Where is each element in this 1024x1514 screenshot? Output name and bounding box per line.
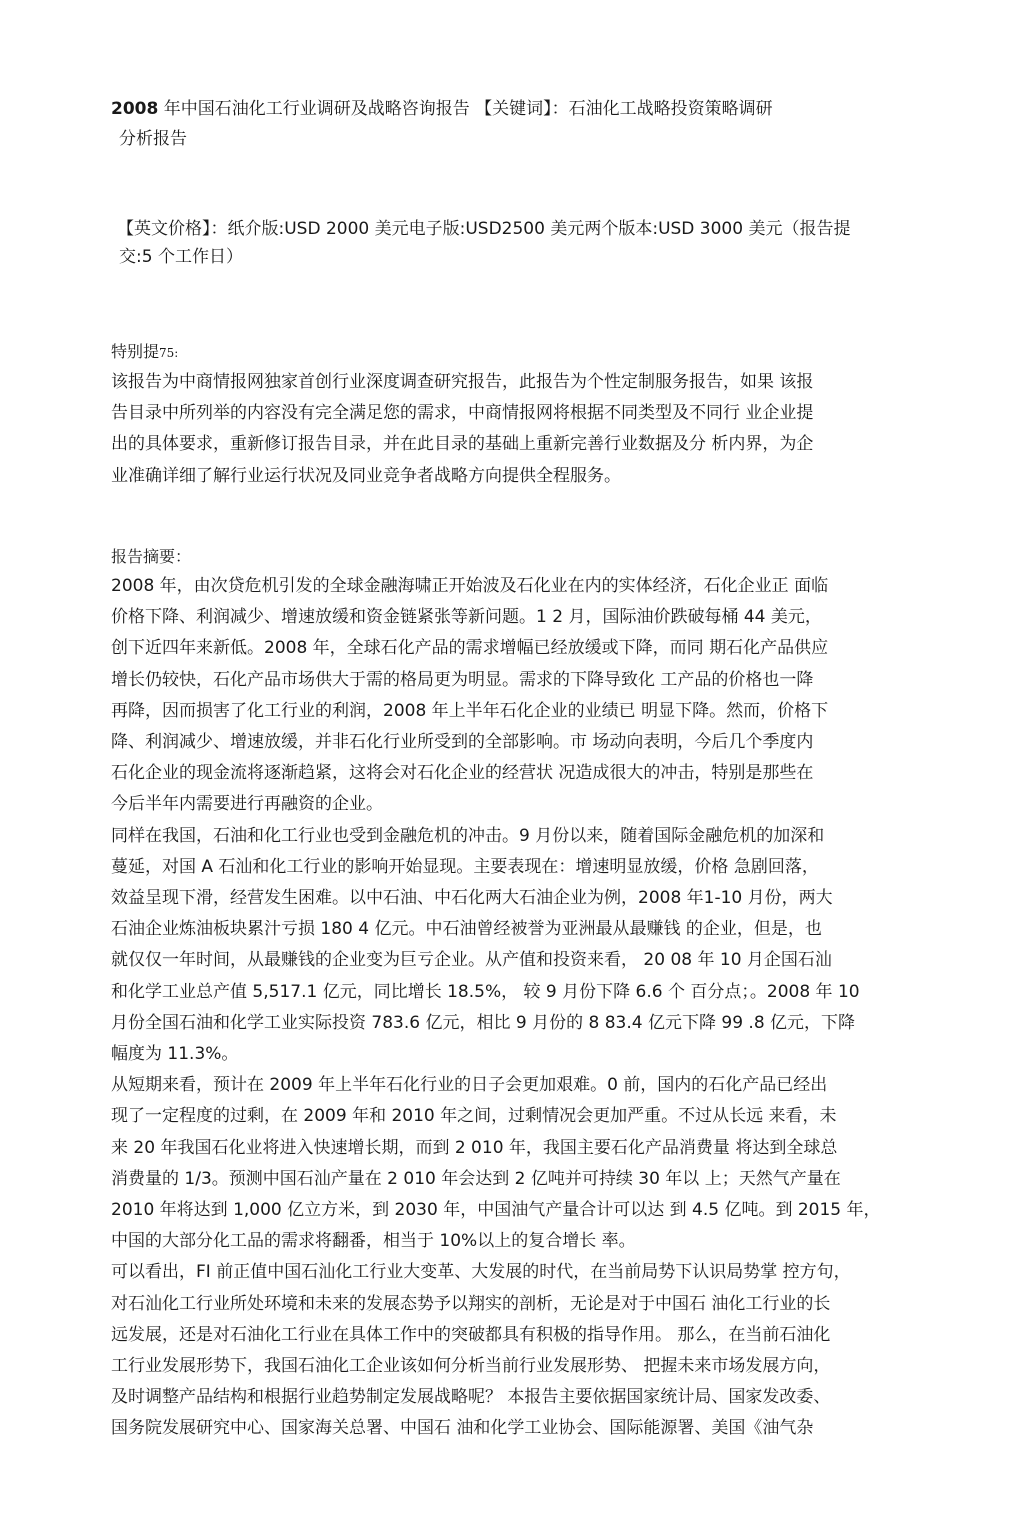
summary-line: 石油企业炼油板块累汁亏损 180 4 亿元。中石油曾经被誉为亚洲最从最赚钱 的企业，但是，也 bbox=[111, 919, 822, 940]
summary-line: 消费量的 1/3。预测中国石汕产量在 2 010 年会达到 2 亿吨并可持续 30 年以 上；天然气产量在 bbox=[111, 1168, 841, 1189]
price-info-line2: 交:5 个工作日） bbox=[119, 247, 243, 267]
summary-line: 增长仍较快，石化产品市场供大于需的格局更为明显。需求的下降导致化 工产品的价格也一降 bbox=[111, 669, 814, 690]
special-note-heading-text: 特别提 bbox=[111, 342, 160, 361]
summary-line: 同样在我国，石油和化工行业也受到金融危机的冲击。9 月份以来，随着国际金融危机的加深和 bbox=[111, 825, 825, 846]
summary-line: 石化企业的现金流将逐渐趋紧，这将会对石化企业的经营状 况造成很大的冲击，特别是那些在 bbox=[111, 763, 814, 784]
report-title-line2: 分析报告 bbox=[119, 129, 187, 149]
summary-line: 远发展，还是对石油化工行业在具体工作中的突破都具有积极的指导作用。 那么，在当前石油化 bbox=[111, 1324, 831, 1345]
summary-line: 创下近四年来新低。2008 年，全球石化产品的需求增幅已经放缓或下降，而同 期石化产品供应 bbox=[111, 638, 829, 659]
special-note-heading bbox=[111, 338, 915, 367]
summary-line: 工行业发展形势下，我国石油化工企业该如何分析当前行业发展形势、 把握未来市场发展方向， bbox=[111, 1356, 831, 1377]
summary-line: 从短期来看，预计在 2009 年上半年石化行业的日子会更加艰难。0 前，国内的石化产品已经出 bbox=[111, 1075, 828, 1096]
price-info bbox=[117, 215, 927, 271]
summary-line: 再降，因而损害了化工行业的利润，2008 年上半年石化企业的业绩已 明显下降。然而，价格下 bbox=[111, 700, 829, 721]
summary-line: 来 20 年我国石化业将进入快速增长期，而到 2 010 年，我国主要石化产品消费量 将达到全球总 bbox=[111, 1137, 838, 1158]
price-info-line1: 【英文价格】：纸介版:USD 2000 美元电子版:USD2500 美元两个版本:USD 3000 美元（报告提 bbox=[117, 219, 851, 239]
summary-line: 月份全国石油和化学工业实际投资 783.6 亿元，相比 9 月份的 8 83.4 亿元下降 99 .8 亿元，下降 bbox=[111, 1012, 856, 1033]
summary-heading: 报告摘要： bbox=[111, 547, 192, 566]
special-note-paragraph bbox=[111, 367, 915, 492]
special-note-section bbox=[111, 338, 915, 492]
summary-line: 2010 年将达到 1,000 亿立方米，到 2030 年，中国油气产量合计可以达 到 4.5 亿吨。到 2015 年， bbox=[111, 1200, 881, 1221]
summary-line: 2008 年，由次贷危机引发的全球金融海啸正开始波及石化业在内的实体经济，石化企业正 面临 bbox=[111, 576, 829, 596]
summary-section bbox=[111, 543, 915, 1445]
summary-line: 可以看出，FI 前正值中国石汕化工行业大变革、大发展的时代，在当前局势下认识局势掌 控方句， bbox=[111, 1262, 851, 1283]
summary-line: 对石汕化工行业所处环境和未来的发展态势予以翔实的剖析，无论是对于中国石 油化工行业的长 bbox=[111, 1293, 831, 1314]
summary-paragraph bbox=[111, 571, 915, 1445]
report-title-line1: 年中国石油化工行业调研及战略咨询报告 【关键词】：石油化工战略投资策略调研 bbox=[158, 99, 773, 119]
summary-line: 国务院发展研究中心、国家海关总署、中国石 油和化学工业协会、国际能源署、美国《油气杂 bbox=[111, 1418, 814, 1439]
summary-line: 及时调整产品结构和根据行业趋势制定发展战略呢？ 本报告主要依据国家统计局、国家发改委、 bbox=[111, 1387, 831, 1408]
report-title bbox=[111, 94, 911, 154]
summary-line: 今后半年内需要进行再融资的企业。 bbox=[111, 794, 383, 815]
summary-line: 价格下降、利润减少、增速放缓和资金链紧张等新问题。1 2 月，国际油价跌破每桶 44 美元， bbox=[111, 607, 822, 628]
special-note-line: 业准确详细了解行业运行状况及同业竞争者战略方向提供全程服务。 bbox=[111, 465, 621, 486]
summary-line: 就仅仅一年时间，从最赚钱的企业变为巨亏企业。从产值和投资来看， 20 08 年 10 月企国石汕 bbox=[111, 950, 832, 971]
special-note-line: 出的具体要求，重新修订报告目录，并在此目录的基础上重新完善行业数据及分 析内界，为企 bbox=[111, 434, 814, 455]
report-title-year: 2008 bbox=[111, 99, 159, 119]
summary-line: 和化学工业总产值 5,517.1 亿元，同比增长 18.5%， 较 9 月份下降 6.6 个 百分点；。2008 年 10 bbox=[111, 981, 860, 1002]
summary-line: 效益呈现下滑，经营发生困难。以中石油、中石化两大石油企业为例，2008 年1-10 月份，两大 bbox=[111, 888, 833, 909]
summary-line: 蔓延，对国 A 石汕和化工行业的影响开始显现。主要表现在：增速明显放缓，价格 急剧回落， bbox=[111, 856, 819, 877]
special-note-line: 告目录中所列举的内容没有完全满足您的需求，中商情报网将根据不同类型及不同行 业企业提 bbox=[111, 403, 814, 424]
special-note-line: 该报告为中商情报网独家首创行业深度调查研究报告，此报告为个性定制服务报告，如果 该报 bbox=[111, 372, 814, 392]
summary-line: 现了一定程度的过剩，在 2009 年和 2010 年之间，过剩情况会更加严重。不过从长远 来看，未 bbox=[111, 1106, 837, 1127]
special-note-heading-suffix: 75: bbox=[159, 346, 179, 360]
summary-line: 中国的大部分化工品的需求将翻番，相当于 10%以上的复合增长 率。 bbox=[111, 1231, 636, 1252]
summary-line: 幅度为 11.3%。 bbox=[111, 1044, 239, 1065]
summary-line: 降、利润减少、增速放缓，并非石化行业所受到的全部影响。市 场动向表明，今后几个季度内 bbox=[111, 732, 814, 753]
